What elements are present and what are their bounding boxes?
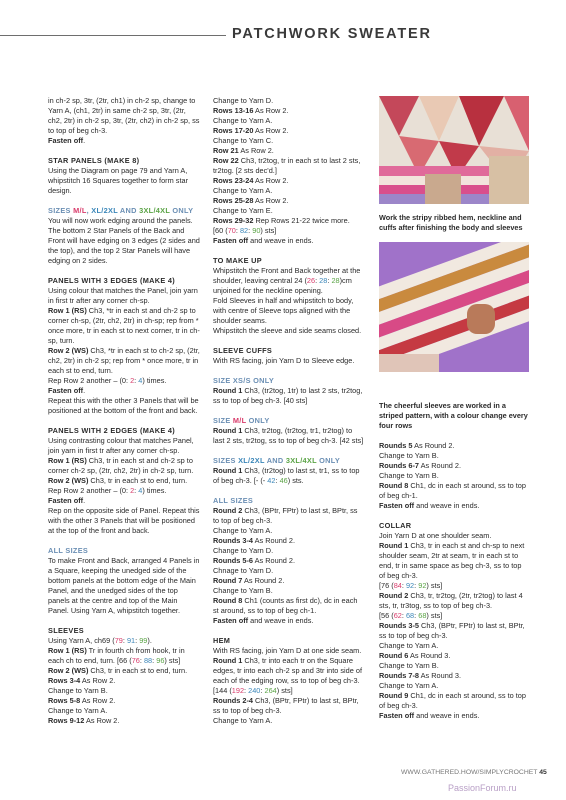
text-span: 91 bbox=[126, 636, 136, 645]
text-span: Whipstitch the Front and Back together at the shoulder, leaving central 24 ( bbox=[213, 266, 361, 285]
paragraph bbox=[213, 226, 365, 236]
instruction bbox=[213, 466, 365, 486]
instruction-label: Round 2 bbox=[213, 506, 243, 515]
instruction-text: As Round 2. bbox=[253, 536, 296, 545]
instruction-text: Ch3, tr in each st and ch-2 sp to corner ch-2 sp, (2tr, ch2, 2tr) in ch-2 sp, turn. bbox=[48, 456, 194, 475]
column-1 bbox=[48, 96, 200, 726]
instruction-label: Round 6 bbox=[379, 651, 409, 660]
spacer bbox=[48, 616, 200, 626]
instruction bbox=[213, 656, 365, 686]
instruction bbox=[379, 481, 529, 501]
instruction-text: and weave in ends. bbox=[248, 236, 314, 245]
paragraph: Chnage to Yarn D. bbox=[213, 566, 274, 575]
instruction-text: Ch3, (tr2tog, 1tr) to last 2 sts, tr2tog, ss to top of beg ch-3. [40 sts] bbox=[213, 386, 363, 405]
size-heading bbox=[213, 496, 365, 506]
instruction bbox=[48, 646, 200, 666]
text-span: 28 bbox=[319, 276, 328, 285]
size-label: SIZE XS/S ONLY bbox=[213, 376, 275, 385]
instruction-text: As Row 2. bbox=[253, 176, 289, 185]
paragraph: Join Yarn D at one shoulder seam. bbox=[379, 531, 492, 540]
text-span: : bbox=[134, 486, 139, 495]
instruction-text: Ch3, *tr in each st and ch-2 sp to corner ch-sp, (2tr, ch2, 2tr) in ch-sp; rep from * once more, tr in each st to next corner, tr in ch-sp, turn. bbox=[48, 306, 200, 345]
spacer bbox=[213, 336, 365, 346]
text-span: ) sts] bbox=[276, 686, 293, 695]
instruction bbox=[48, 386, 200, 396]
footer-url: WWW.GATHERED.HOW/SIMPLYCROCHET bbox=[401, 769, 538, 776]
instruction-text: Ch3, tr2tog, (tr2tog, tr1, tr2tog) to last 2 sts, tr2tog, ss to top of beg ch-3. [42 sts] bbox=[213, 426, 364, 445]
instruction bbox=[48, 346, 200, 376]
instruction bbox=[213, 616, 365, 626]
instruction-text: Ch3, tr in each st to end, turn. bbox=[88, 476, 188, 485]
text-span: : bbox=[135, 636, 140, 645]
section-heading: SLEEVE CUFFS bbox=[213, 346, 273, 355]
instruction-text: . bbox=[83, 136, 86, 145]
section-heading: PANELS WITH 2 EDGES (MAKE 4) bbox=[48, 426, 175, 435]
instruction-text: Ch1, dc in each st around, ss to top of beg ch-1. bbox=[379, 481, 526, 500]
spacer bbox=[213, 406, 365, 416]
spacer bbox=[48, 196, 200, 206]
paragraph: Change to Yarn A. bbox=[379, 641, 439, 650]
text-span: 46 bbox=[279, 476, 288, 485]
instruction bbox=[379, 691, 529, 711]
text-span: : bbox=[401, 611, 406, 620]
instruction bbox=[48, 696, 200, 706]
text-span: 70 bbox=[227, 226, 236, 235]
text-span: 192 bbox=[231, 686, 245, 695]
spacer bbox=[48, 536, 200, 546]
instruction bbox=[379, 461, 529, 471]
text-span: [144 ( bbox=[213, 686, 232, 695]
instruction-label: Rows 3-4 bbox=[48, 676, 81, 685]
instruction-text: Ch3, (BPtr, FPtr) to last st, BPtr, ss to top of beg ch-3. bbox=[379, 621, 525, 640]
text-span: ) sts] bbox=[164, 656, 181, 665]
instruction-text: Ch3, tr in each st and ch-sp to next shoulder seam, 2tr at seam, tr in each st to end, tr in same space as beg ch-3, ss to top of beg ch-3. bbox=[379, 541, 525, 580]
instruction bbox=[213, 696, 365, 716]
text-span: Using Yarn A, ch69 ( bbox=[48, 636, 115, 645]
spacer bbox=[379, 511, 529, 521]
paragraph: Change to Yarn B. bbox=[379, 451, 439, 460]
instruction-label: Fasten off bbox=[213, 236, 249, 245]
column-2 bbox=[213, 96, 365, 726]
size-heading bbox=[213, 456, 365, 466]
size-label: SIZE bbox=[213, 416, 233, 425]
instruction-label: Round 8 bbox=[379, 481, 409, 490]
instruction-label: Rows 5-8 bbox=[48, 696, 81, 705]
size-heading bbox=[213, 416, 365, 426]
instruction-label: Row 21 bbox=[213, 146, 239, 155]
instruction-label: Rows 25-28 bbox=[213, 196, 254, 205]
text-span: 68 bbox=[405, 611, 415, 620]
instruction bbox=[48, 676, 200, 686]
instruction bbox=[379, 711, 529, 721]
text-span: 76 bbox=[131, 656, 140, 665]
paragraph bbox=[213, 686, 365, 696]
text-span: 96 bbox=[156, 656, 165, 665]
instruction-label: Round 7 bbox=[213, 576, 243, 585]
text-span: : bbox=[327, 276, 332, 285]
instruction-text: As Row 2. bbox=[253, 106, 289, 115]
instruction-label: Rows 29-32 bbox=[213, 216, 254, 225]
text-span: Rep Row 2 another – ( bbox=[48, 486, 122, 495]
size-label: ALL SIZES bbox=[48, 546, 89, 555]
text-span: : bbox=[134, 376, 139, 385]
instruction-text: As Round 2. bbox=[242, 576, 285, 585]
paragraph: Using colour that matches the Panel, join yarn in first tr after any corner ch-sp. bbox=[48, 286, 198, 305]
instruction-label: Round 1 bbox=[379, 541, 409, 550]
instruction-label: Rounds 5-6 bbox=[213, 556, 253, 565]
instruction-label: Rounds 3-5 bbox=[379, 621, 419, 630]
page-footer bbox=[401, 769, 547, 776]
text-span: ). bbox=[147, 636, 152, 645]
instruction bbox=[48, 306, 200, 346]
instruction-text: and weave in ends. bbox=[248, 616, 314, 625]
size-label: XL/2XL bbox=[238, 456, 265, 465]
text-span: [56 ( bbox=[379, 611, 394, 620]
paragraph: Fold Sleeves in half and whipstitch to body, with centre of Sleeve tops aligned with the shoulder seams. bbox=[213, 296, 354, 325]
instruction bbox=[379, 541, 529, 581]
instruction-text: Ch1 (counts as first dc), dc in each st around, ss to top of beg ch-1. bbox=[213, 596, 358, 615]
spacer bbox=[213, 366, 365, 376]
paragraph: Change to Yarn B. bbox=[48, 686, 108, 695]
size-label: ONLY bbox=[246, 416, 270, 425]
spacer bbox=[213, 626, 365, 636]
text-span: 26 bbox=[306, 276, 316, 285]
instruction bbox=[213, 156, 365, 176]
instruction-text: . bbox=[83, 496, 86, 505]
instruction-label: Row 2 (WS) bbox=[48, 346, 89, 355]
text-span: )cm unjoined for the neckline opening. bbox=[213, 276, 352, 295]
instruction-label: Fasten off bbox=[48, 496, 84, 505]
text-span: 240 bbox=[248, 686, 261, 695]
instruction-text: Ch3, (BPtr, FPtr) to last st, BPtr, ss to top of beg ch-3. bbox=[213, 506, 358, 525]
instruction bbox=[213, 126, 365, 136]
instruction-text: As Row 2. bbox=[253, 196, 289, 205]
size-label: SIZES bbox=[48, 206, 74, 215]
size-label: XL/2XL bbox=[91, 206, 118, 215]
text-span: 92 bbox=[418, 581, 427, 590]
instruction bbox=[48, 136, 200, 146]
paragraph: Change to Yarn A. bbox=[213, 716, 273, 725]
paragraph bbox=[213, 266, 365, 296]
instruction-text: and weave in ends. bbox=[414, 501, 480, 510]
instruction bbox=[213, 596, 365, 616]
paragraph: in ch-2 sp, 3tr, (2tr, ch1) in ch-2 sp, change to Yarn A, (ch1, 2tr) in same ch-2 sp, 3tr, (2tr, ch2, 2tr) in ch-2 sp, 3tr, (2tr, ch2) in ch-2 sp, ss to top of beg ch-3. bbox=[48, 96, 200, 135]
page-title: PATCHWORK SWEATER bbox=[232, 26, 432, 42]
spacer bbox=[48, 416, 200, 426]
text-span: 2 bbox=[130, 376, 135, 385]
spacer bbox=[48, 146, 200, 156]
paragraph bbox=[48, 636, 200, 646]
instruction bbox=[379, 441, 529, 451]
instruction-label: Row 2 (WS) bbox=[48, 476, 89, 485]
instruction-label: Row 1 (RS) bbox=[48, 456, 87, 465]
instruction-label: Fasten off bbox=[379, 501, 415, 510]
instruction-label: Row 22 bbox=[213, 156, 239, 165]
instruction-label: Rounds 2-4 bbox=[213, 696, 253, 705]
text-span: : bbox=[401, 581, 406, 590]
text-span: 99 bbox=[139, 636, 148, 645]
instruction-label: Rows 9-12 bbox=[48, 716, 85, 725]
text-span: [60 ( bbox=[213, 226, 228, 235]
instruction bbox=[379, 621, 529, 641]
text-span: ) sts] bbox=[426, 581, 443, 590]
paragraph: Change to Yarn C. bbox=[213, 136, 274, 145]
instruction-text: As Round 3. bbox=[419, 671, 462, 680]
instruction bbox=[213, 196, 365, 206]
text-span: : bbox=[248, 226, 253, 235]
size-label: , bbox=[86, 206, 92, 215]
paragraph: Change to Yarn A. bbox=[213, 186, 273, 195]
size-label: AND bbox=[117, 206, 140, 215]
paragraph: Change to Yarn B. bbox=[213, 586, 273, 595]
instruction-text: As Row 2. bbox=[238, 146, 274, 155]
text-span: Ch3, (tr2tog) to last st, tr1, ss to top of beg ch-3. [- (- bbox=[213, 466, 360, 485]
text-span: Tr in fourth ch from hook, tr in each ch to end, turn. [66 ( bbox=[48, 646, 185, 665]
instruction-label: Row 1 (RS) bbox=[48, 306, 87, 315]
instruction bbox=[48, 456, 200, 476]
text-span: : bbox=[244, 686, 249, 695]
instruction-label: Rounds 7-8 bbox=[379, 671, 419, 680]
instruction-label: Fasten off bbox=[48, 386, 84, 395]
instruction-text: Ch3, (BPtr, FPtr) to last st, BPtr, ss to top of beg ch-3. bbox=[213, 696, 359, 715]
header-rule bbox=[0, 35, 226, 36]
paragraph: Change to Yarn A. bbox=[48, 706, 108, 715]
instruction-label: Round 1 bbox=[213, 386, 243, 395]
text-span: [76 ( bbox=[379, 581, 394, 590]
text-span: ) sts] bbox=[426, 611, 443, 620]
text-span: 68 bbox=[418, 611, 427, 620]
instruction bbox=[213, 176, 365, 186]
instruction bbox=[213, 536, 365, 546]
instruction bbox=[213, 146, 365, 156]
text-span: 79 bbox=[114, 636, 123, 645]
text-span: : bbox=[235, 226, 240, 235]
text-span: 4 bbox=[138, 376, 143, 385]
instruction bbox=[48, 716, 200, 726]
text-span: : bbox=[139, 656, 144, 665]
instruction-text: As Round 2. bbox=[253, 556, 296, 565]
hem-detail-image bbox=[379, 96, 529, 204]
text-span: 264 bbox=[264, 686, 277, 695]
instruction-label: Rounds 5 bbox=[379, 441, 413, 450]
instruction bbox=[213, 426, 365, 446]
paragraph: To make Front and Back, arranged 4 Panels in a Square, keeping the unedged side of the bottom panels at the bottom edge of the Main Panel, and the unedged sides of the top panels at the centre and top of the Main Panel. Using Yarn A, whipstitch together. bbox=[48, 556, 200, 615]
paragraph: With RS facing, join Yarn D at one side seam. bbox=[213, 646, 362, 655]
instruction-text: Rep Rows 21-22 twice more. bbox=[253, 216, 350, 225]
paragraph: Using the Diagram on page 79 and Yarn A, whipstitch 16 Squares together to form star design. bbox=[48, 166, 189, 195]
text-span: 28 bbox=[331, 276, 340, 285]
instruction-label: Row 1 (RS) bbox=[48, 646, 87, 655]
text-span: : bbox=[125, 486, 131, 495]
section-heading: PANELS WITH 3 EDGES (MAKE 4) bbox=[48, 276, 175, 285]
size-label: ALL SIZES bbox=[213, 496, 254, 505]
section-heading: STAR PANELS (MAKE 8) bbox=[48, 156, 140, 165]
size-label: 3XL/4XL bbox=[285, 456, 317, 465]
paragraph: Repeat this with the other 3 Panels that will be positioned at the bottom of the front and back. bbox=[48, 396, 199, 415]
instruction-label: Rows 17-20 bbox=[213, 126, 254, 135]
section-heading: HEM bbox=[213, 636, 231, 645]
instruction-text: Ch3, tr, tr2tog, (2tr, tr2tog) to last 4 sts, tr, tr3tog, ss to top of beg ch-3. bbox=[379, 591, 523, 610]
size-heading bbox=[48, 206, 200, 216]
size-label: AND bbox=[264, 456, 286, 465]
instruction bbox=[213, 386, 365, 406]
paragraph bbox=[379, 611, 529, 621]
instruction bbox=[379, 501, 529, 511]
instruction bbox=[213, 506, 365, 526]
instruction-text: As Row 2. bbox=[253, 126, 289, 135]
instruction-text: As Row 2. bbox=[80, 696, 116, 705]
spacer bbox=[213, 446, 365, 456]
instruction bbox=[48, 476, 200, 486]
sleeve-detail-image bbox=[379, 242, 529, 372]
instruction-text: Ch3, tr into each tr on the Square edges, tr into each ch-2 sp and 3tr into side of each of the edging row, ss to top of beg ch-3. bbox=[213, 656, 363, 685]
instruction-text: As Round 2. bbox=[412, 441, 455, 450]
paragraph: Change to Yarn A. bbox=[213, 526, 273, 535]
photo-caption-1: Work the stripy ribbed hem, neckline and cuffs after finishing the body and sleeves bbox=[379, 213, 523, 232]
instruction-label: Row 2 (WS) bbox=[48, 666, 89, 675]
size-label: 3XL/4XL bbox=[139, 206, 171, 215]
page-header bbox=[0, 24, 566, 48]
instruction bbox=[379, 591, 529, 611]
column-3 bbox=[379, 441, 529, 721]
text-span: 0 bbox=[121, 376, 126, 385]
text-span: ) sts] bbox=[260, 226, 277, 235]
page-number: 45 bbox=[539, 769, 547, 776]
spacer bbox=[213, 486, 365, 496]
instruction-label: Round 1 bbox=[213, 426, 243, 435]
instruction-label: Round 1 bbox=[213, 466, 243, 475]
paragraph: Change to Yarn E. bbox=[213, 206, 273, 215]
text-span: : bbox=[152, 656, 157, 665]
paragraph: Change to Yarn D. bbox=[213, 96, 274, 105]
instruction bbox=[213, 236, 365, 246]
instruction-label: Fasten off bbox=[213, 616, 249, 625]
instruction bbox=[48, 496, 200, 506]
instruction-text: Ch3, tr in each st to end, turn. bbox=[88, 666, 188, 675]
section-heading: COLLAR bbox=[379, 521, 412, 530]
text-span: ) times. bbox=[142, 376, 167, 385]
size-heading bbox=[213, 376, 365, 386]
size-label: M/L bbox=[73, 206, 87, 215]
instruction-label: Round 2 bbox=[379, 591, 409, 600]
instruction bbox=[379, 671, 529, 681]
text-span: 88 bbox=[143, 656, 153, 665]
paragraph: With RS facing, join Yarn D to Sleeve edge. bbox=[213, 356, 355, 365]
instruction-text: Ch3, *tr in each st to ch-2 sp, (2tr, ch2, 2tr) in ch-2 sp; rep from * once more, tr in each st to end, turn. bbox=[48, 346, 200, 375]
paragraph: Change to Yarn A. bbox=[213, 116, 273, 125]
paragraph: Change to Yarn B. bbox=[379, 661, 439, 670]
photo-sleeve-detail bbox=[379, 242, 529, 372]
text-span: : bbox=[125, 376, 131, 385]
instruction bbox=[48, 666, 200, 676]
instruction-label: Round 1 bbox=[213, 656, 243, 665]
instruction-text: Ch3, tr2tog, tr in each st to last 2 sts, tr2tog. [2 sts dec'd.] bbox=[213, 156, 361, 175]
size-label: ONLY bbox=[316, 456, 341, 465]
instruction bbox=[213, 216, 365, 226]
instruction-text: As Round 2. bbox=[419, 461, 462, 470]
size-label: M/L bbox=[232, 416, 247, 425]
spacer bbox=[213, 246, 365, 256]
paragraph bbox=[48, 486, 200, 496]
text-span: 42 bbox=[267, 476, 276, 485]
size-label: SIZES bbox=[213, 456, 239, 465]
instruction-label: Fasten off bbox=[48, 136, 84, 145]
text-span: Rep Row 2 another – ( bbox=[48, 376, 122, 385]
instruction-label: Rounds 6-7 bbox=[379, 461, 419, 470]
instruction-label: Rows 13-16 bbox=[213, 106, 254, 115]
text-span: : bbox=[414, 611, 419, 620]
instruction-label: Round 9 bbox=[379, 691, 409, 700]
size-heading bbox=[48, 546, 200, 556]
instruction-text: As Round 3. bbox=[408, 651, 451, 660]
paragraph: Whipstitch the sleeve and side seams closed. bbox=[213, 326, 362, 335]
instruction bbox=[213, 106, 365, 116]
text-span: ) times. bbox=[142, 486, 167, 495]
text-span: : bbox=[122, 636, 127, 645]
instruction bbox=[213, 556, 365, 566]
text-span: 92 bbox=[405, 581, 415, 590]
paragraph: Rep on the opposite side of Panel. Repeat this with the other 3 Panels that will be positioned at the top of the front and back. bbox=[48, 506, 200, 535]
text-span: : bbox=[260, 686, 265, 695]
section-heading: SLEEVES bbox=[48, 626, 84, 635]
paragraph: Change to Yarn A. bbox=[379, 681, 439, 690]
paragraph: Using contrasting colour that matches Panel, join yarn in first tr after any corner ch-sp. bbox=[48, 436, 194, 455]
text-span: 84 bbox=[393, 581, 402, 590]
instruction-label: Round 8 bbox=[213, 596, 243, 605]
text-span: : bbox=[315, 276, 320, 285]
photo-caption-2: The cheerful sleeves are worked in a striped pattern, with a colour change every four rows bbox=[379, 401, 528, 430]
spacer bbox=[48, 266, 200, 276]
instruction-label: Rows 23-24 bbox=[213, 176, 254, 185]
instruction-text: and weave in ends. bbox=[414, 711, 480, 720]
paragraph: Change to Yarn D. bbox=[213, 546, 274, 555]
instruction-label: Fasten off bbox=[379, 711, 415, 720]
text-span: ) sts. bbox=[287, 476, 304, 485]
instruction-label: Rounds 3-4 bbox=[213, 536, 253, 545]
instruction-text: As Row 2. bbox=[84, 716, 120, 725]
watermark: PassionForum.ru bbox=[448, 783, 517, 793]
instruction bbox=[379, 651, 529, 661]
instruction-text: As Row 2. bbox=[80, 676, 116, 685]
paragraph: Change to Yarn B. bbox=[379, 471, 439, 480]
text-span: 82 bbox=[239, 226, 249, 235]
paragraph bbox=[48, 376, 200, 386]
text-span: 2 bbox=[130, 486, 135, 495]
instruction-text: . bbox=[83, 386, 86, 395]
text-span: : bbox=[414, 581, 419, 590]
size-label: ONLY bbox=[170, 206, 194, 215]
text-span: 90 bbox=[252, 226, 261, 235]
text-span: 4 bbox=[138, 486, 143, 495]
section-heading: TO MAKE UP bbox=[213, 256, 262, 265]
photo-hem-detail bbox=[379, 96, 529, 204]
text-span: 62 bbox=[393, 611, 402, 620]
paragraph: You will now work edging around the panels. The bottom 2 Star Panels of the Back and Front will have edging on 3 edges (2 sides and the top), and the top 2 Star Panels will have edging on 2 sides. bbox=[48, 216, 200, 265]
text-span: 0 bbox=[121, 486, 126, 495]
text-span: : bbox=[275, 476, 280, 485]
paragraph bbox=[379, 581, 529, 591]
instruction bbox=[213, 576, 365, 586]
instruction-text: Ch1, dc in each st around, ss to top of beg ch-3. bbox=[379, 691, 526, 710]
